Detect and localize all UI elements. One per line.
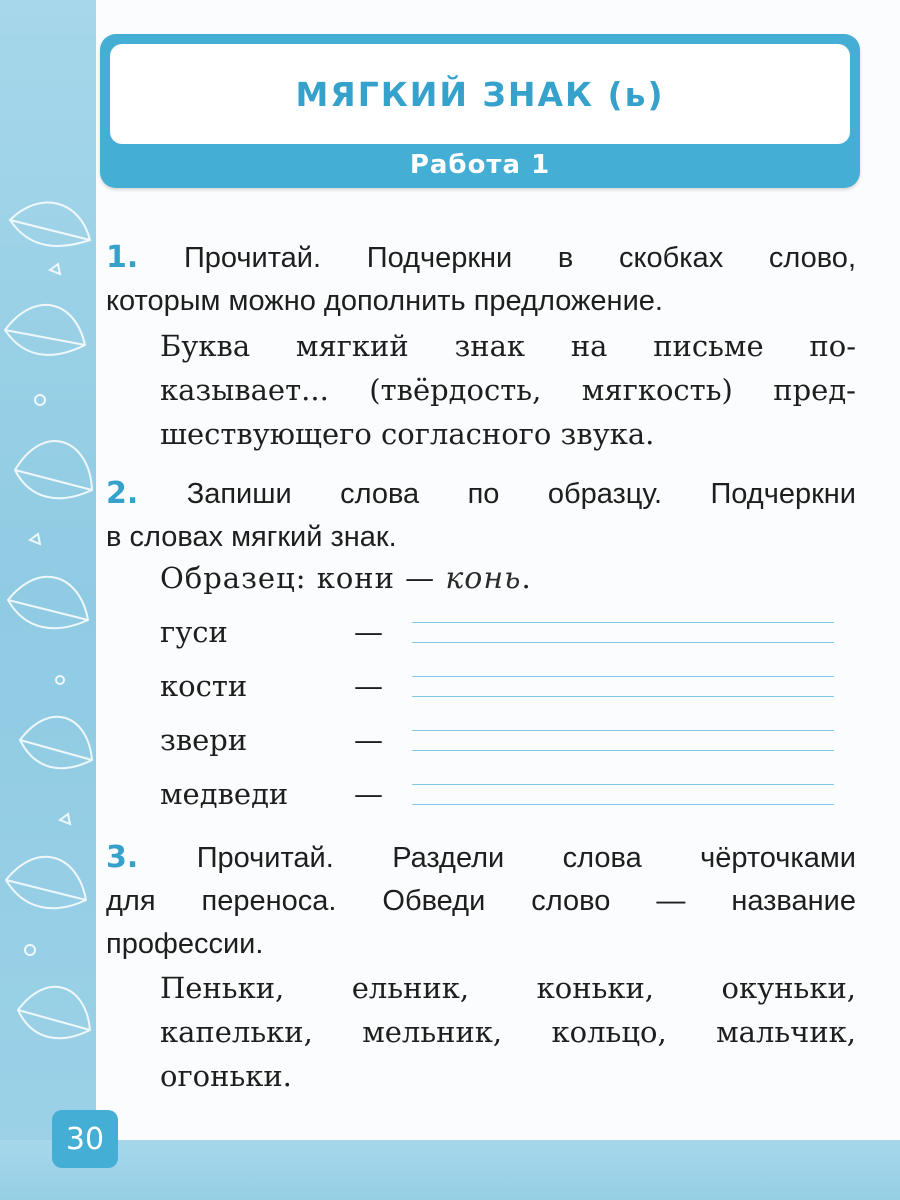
writing-line[interactable] — [412, 750, 834, 751]
task-2-row-1 — [160, 610, 840, 660]
writing-line[interactable] — [412, 696, 834, 697]
work-subtitle: Работа 1 — [409, 150, 551, 180]
task-2-row-3 — [160, 718, 840, 768]
task-2-word: кости — [160, 669, 248, 703]
writing-line[interactable] — [412, 804, 834, 805]
writing-line[interactable] — [412, 730, 834, 731]
task-2-word: гуси — [160, 615, 228, 649]
task-2-row-2 — [160, 664, 840, 714]
decorative-leaf-strip — [0, 0, 96, 1200]
task-1-line-1 — [106, 236, 856, 280]
task-1-text-line-3: шествующего согласного звука. — [160, 417, 655, 451]
writing-line[interactable] — [412, 642, 834, 643]
task-2-line-1 — [106, 472, 856, 516]
bottom-band — [0, 1140, 900, 1200]
task-2-instruction-text-1: Запиши слова по образцу. Подчеркни — [186, 478, 856, 510]
task-2-dash: — — [354, 615, 383, 649]
task-3-number: 3. — [106, 840, 139, 875]
task-2-row-4 — [160, 772, 840, 822]
writing-line[interactable] — [412, 622, 834, 623]
task-3-text-line-3: огоньки. — [160, 1059, 292, 1093]
writing-line[interactable] — [412, 676, 834, 677]
sample-prefix: Образец: кони — — [160, 561, 436, 595]
task-2-dash: — — [354, 723, 383, 757]
task-3-line-1 — [106, 836, 856, 880]
task-2-instruction — [106, 472, 856, 559]
task-3-instruction — [106, 836, 856, 966]
section-header — [100, 34, 860, 188]
task-2-word: звери — [160, 723, 248, 757]
task-1-instruction — [106, 236, 856, 323]
leaf-pattern-icon — [0, 0, 96, 1200]
sample-end: . — [521, 561, 532, 595]
task-1-line-2: которым можно дополнить предложение. — [106, 285, 663, 317]
task-3-instruction-text-1: Прочитай. Раздели слова чёрточками — [196, 842, 856, 874]
page-title: МЯГКИЙ ЗНАК (ь) — [295, 74, 665, 114]
task-1-text-line-1: Буква мягкий знак на письме по- — [160, 329, 856, 363]
task-2-number: 2. — [106, 476, 139, 511]
task-3-text — [160, 966, 856, 1098]
task-3-line-2: для переноса. Обведи слово — название — [106, 885, 856, 917]
sample-handwritten-answer: конь — [445, 561, 522, 596]
writing-line[interactable] — [412, 784, 834, 785]
task-3-line-3: профессии. — [106, 928, 264, 960]
task-2-dash: — — [354, 669, 383, 703]
task-3-text-line-1: Пеньки, ельник, коньки, окуньки, — [160, 971, 856, 1005]
task-1-instruction-text-1: Прочитай. Подчеркни в скобках слово, — [183, 242, 856, 274]
task-1-text-line-2: казывает... (твёрдость, мягкость) пред- — [160, 373, 856, 407]
task-2-dash: — — [354, 777, 383, 811]
task-3-text-line-2: капельки, мельник, кольцо, мальчик, — [160, 1015, 856, 1049]
task-2-word: медведи — [160, 777, 289, 811]
task-1-text — [160, 324, 856, 456]
page-number-badge: 30 — [52, 1110, 118, 1168]
task-2-line-2: в словах мягкий знак. — [106, 521, 397, 553]
task-2-sample — [160, 556, 532, 601]
task-1-number: 1. — [106, 240, 139, 275]
header-title-box — [110, 44, 850, 144]
